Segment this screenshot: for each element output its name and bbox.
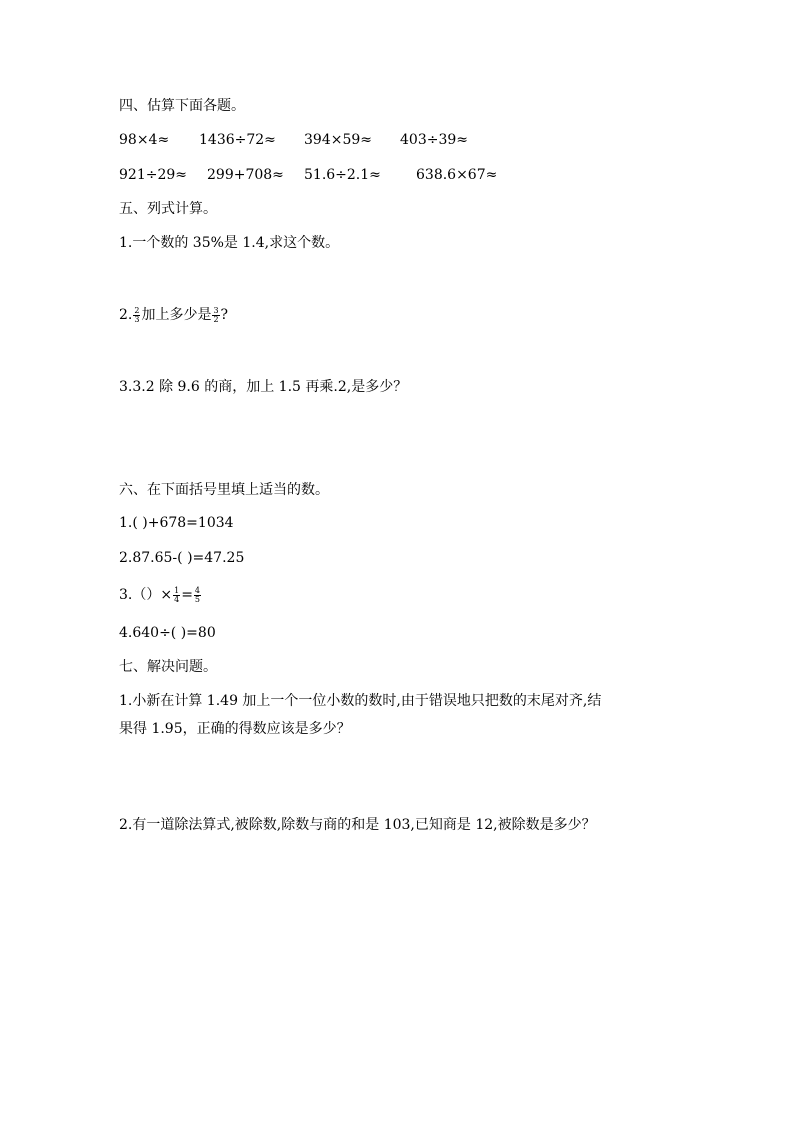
section-5-title: 五、列式计算。 xyxy=(119,201,217,217)
estimate-item: 394×59≈ xyxy=(304,132,372,148)
fraction-numerator: 4 xyxy=(194,585,201,595)
estimate-item: 51.6÷2.1≈ xyxy=(304,167,381,183)
fraction-denominator: 2 xyxy=(213,314,219,324)
fraction xyxy=(194,587,201,604)
question-7-2: 2.有一道除法算式,被除数,除数与商的和是 103,已知商是 12,被除数是多少？ xyxy=(119,817,596,833)
estimate-item: 1436÷72≈ xyxy=(199,132,276,148)
q-prefix: 2. xyxy=(119,307,133,323)
fraction-numerator: 3 xyxy=(213,305,219,315)
fraction-denominator: 4 xyxy=(174,594,180,604)
question-6-1: 1.( )+678=1034 xyxy=(119,515,234,531)
fraction-numerator: 1 xyxy=(174,585,180,595)
q-prefix: 3.（）× xyxy=(119,587,173,603)
estimate-item: 921÷29≈ xyxy=(119,167,187,183)
question-5-2 xyxy=(119,305,228,325)
estimate-item: 299+708≈ xyxy=(207,167,284,183)
fraction xyxy=(173,587,180,604)
question-7-1-line-2: 果得 1.95，正确的得数应该是多少？ xyxy=(119,721,351,737)
equals-sign: = xyxy=(181,587,193,603)
section-4-title: 四、估算下面各题。 xyxy=(119,98,245,114)
section-6-title: 六、在下面括号里填上适当的数。 xyxy=(119,482,329,498)
q-middle: 加上多少是 xyxy=(141,307,212,323)
question-7-1-line-1: 1.小新在计算 1.49 加上一个一位小数的数时,由于错误地只把数的末尾对齐,结 xyxy=(119,693,602,709)
q-suffix: ? xyxy=(220,307,229,323)
question-5-1: 1.一个数的 35%是 1.4,求这个数。 xyxy=(119,235,340,251)
question-5-3: 3.3.2 除 9.6 的商，加上 1.5 再乘.2,是多少？ xyxy=(119,379,408,395)
estimate-item: 638.6×67≈ xyxy=(416,167,498,183)
question-6-3 xyxy=(119,585,202,605)
estimate-item: 403÷39≈ xyxy=(400,132,468,148)
question-6-4: 4.640÷( )=80 xyxy=(119,625,216,641)
estimate-item: 98×4≈ xyxy=(119,132,170,148)
fraction-denominator: 3 xyxy=(134,314,140,324)
fraction-denominator: 5 xyxy=(194,594,201,604)
question-6-2: 2.87.65-( )=47.25 xyxy=(119,550,245,566)
fraction xyxy=(212,307,219,324)
section-7-title: 七、解决问题。 xyxy=(119,659,217,675)
fraction xyxy=(133,307,140,324)
fraction-numerator: 2 xyxy=(134,305,140,315)
